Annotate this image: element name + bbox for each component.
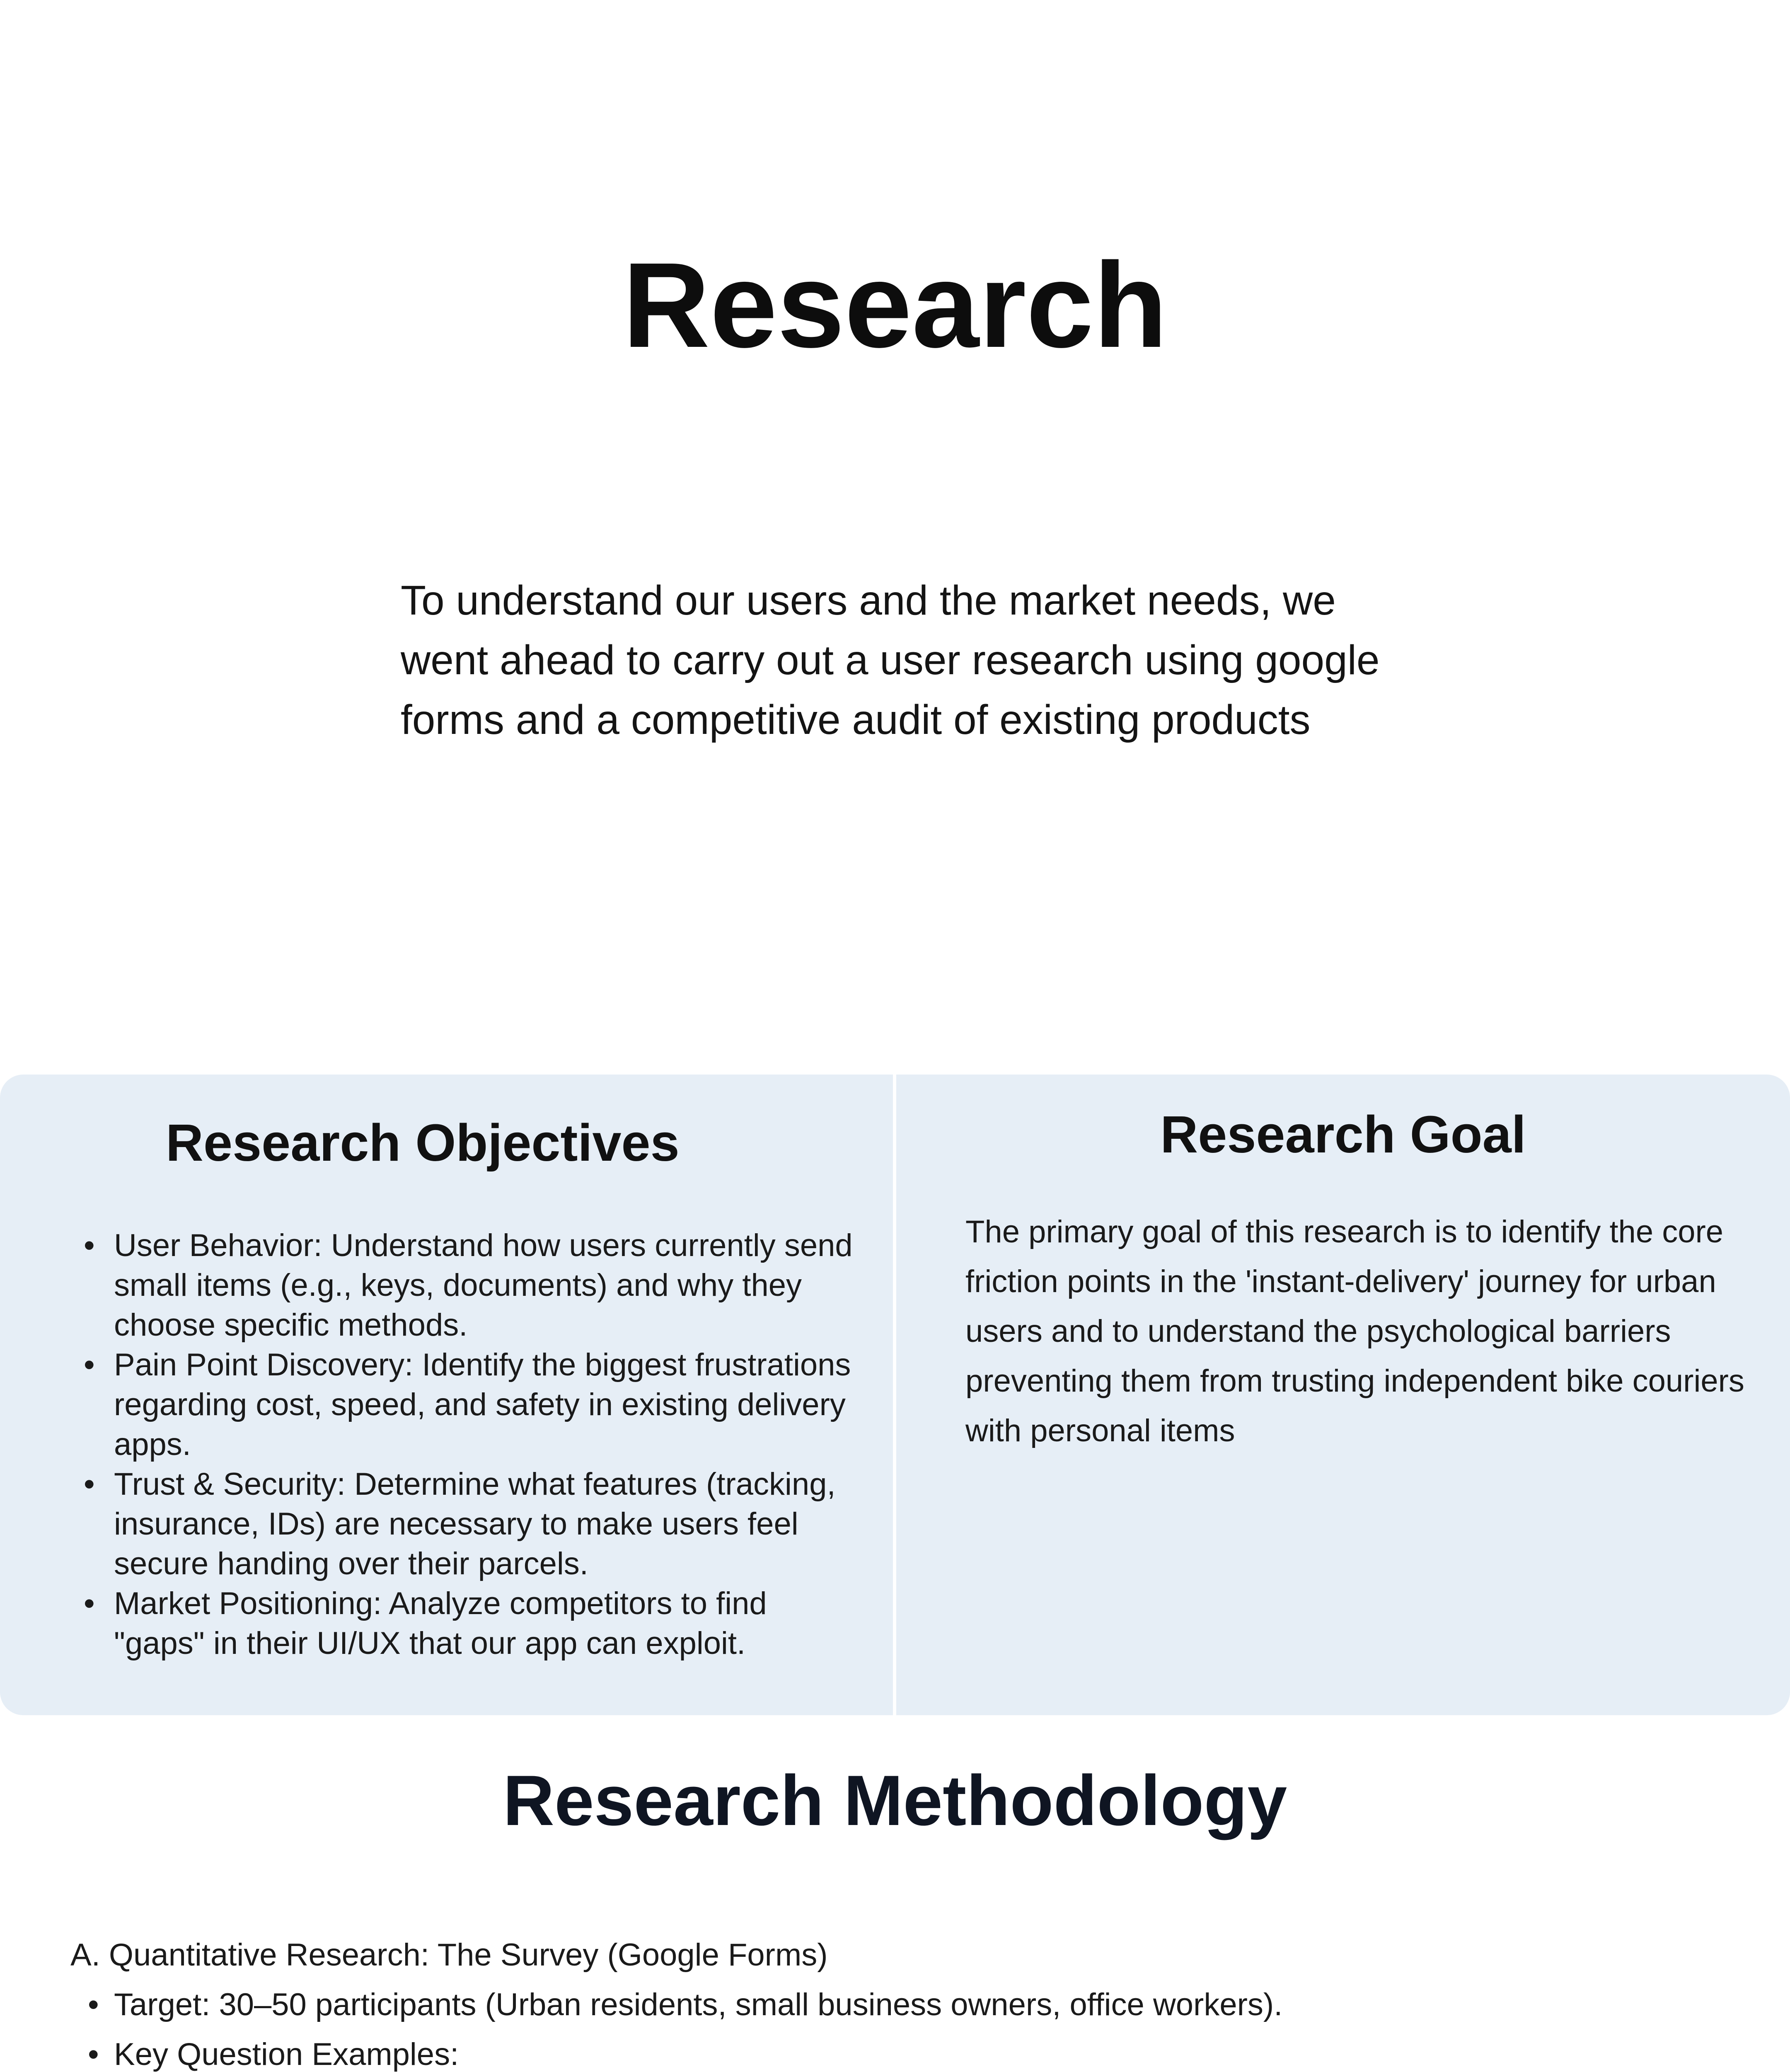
- objective-item: [75, 1345, 862, 1464]
- objective-text: Pain Point Discovery: Identify the biggest frustrations regarding cost, speed, and safety in existing delivery apps.: [114, 1347, 851, 1462]
- objective-item: [75, 1464, 862, 1584]
- bullet-icon: •: [88, 2037, 99, 2072]
- objective-text: Market Positioning: Analyze competitors to find "gaps" in their UI/UX that our app can exploit.: [114, 1586, 767, 1661]
- bullet-icon: •: [84, 1347, 95, 1382]
- methodology-title: Research Methodology: [503, 1761, 1287, 1840]
- page-title: Research: [622, 237, 1168, 373]
- objectives-list: [75, 1226, 862, 1663]
- intro-paragraph: To understand our users and the market needs, we went ahead to carry out a user research using google forms and a competitive audit of existing products: [401, 577, 1380, 743]
- objective-text: User Behavior: Understand how users currently send small items (e.g., keys, documents) and why they choose specific methods.: [114, 1228, 853, 1343]
- section-a-heading: A. Quantitative Research: The Survey (Google Forms): [70, 1937, 828, 1973]
- objective-text: Trust & Security: Determine what features (tracking, insurance, IDs) are necessary to make users feel secure handing over their parcels.: [114, 1467, 836, 1581]
- bullet-icon: •: [84, 1228, 95, 1263]
- goal-text: The primary goal of this research is to identify the core friction points in the 'instant-delivery' journey for urban users and to understand the psychological barriers preventing them from trusting independent bike couriers with personal items: [965, 1214, 1744, 1448]
- research-panel: [0, 1075, 1790, 1715]
- list-item: [70, 1980, 1728, 2030]
- objective-item: [75, 1584, 862, 1663]
- list-item: [70, 2030, 1728, 2072]
- methodology-body: [70, 1930, 1728, 2072]
- bullet-icon: •: [84, 1467, 95, 1502]
- key-questions-label: Key Question Examples:: [114, 2037, 459, 2072]
- bullet-icon: •: [84, 1586, 95, 1621]
- panel-divider: [893, 1075, 896, 1715]
- objective-item: [75, 1226, 862, 1345]
- target-text: Target: 30–50 participants (Urban residents, small business owners, office workers).: [114, 1987, 1283, 2022]
- goal-title: Research Goal: [1160, 1105, 1526, 1164]
- objectives-title: Research Objectives: [166, 1113, 680, 1172]
- bullet-icon: •: [88, 1987, 99, 2022]
